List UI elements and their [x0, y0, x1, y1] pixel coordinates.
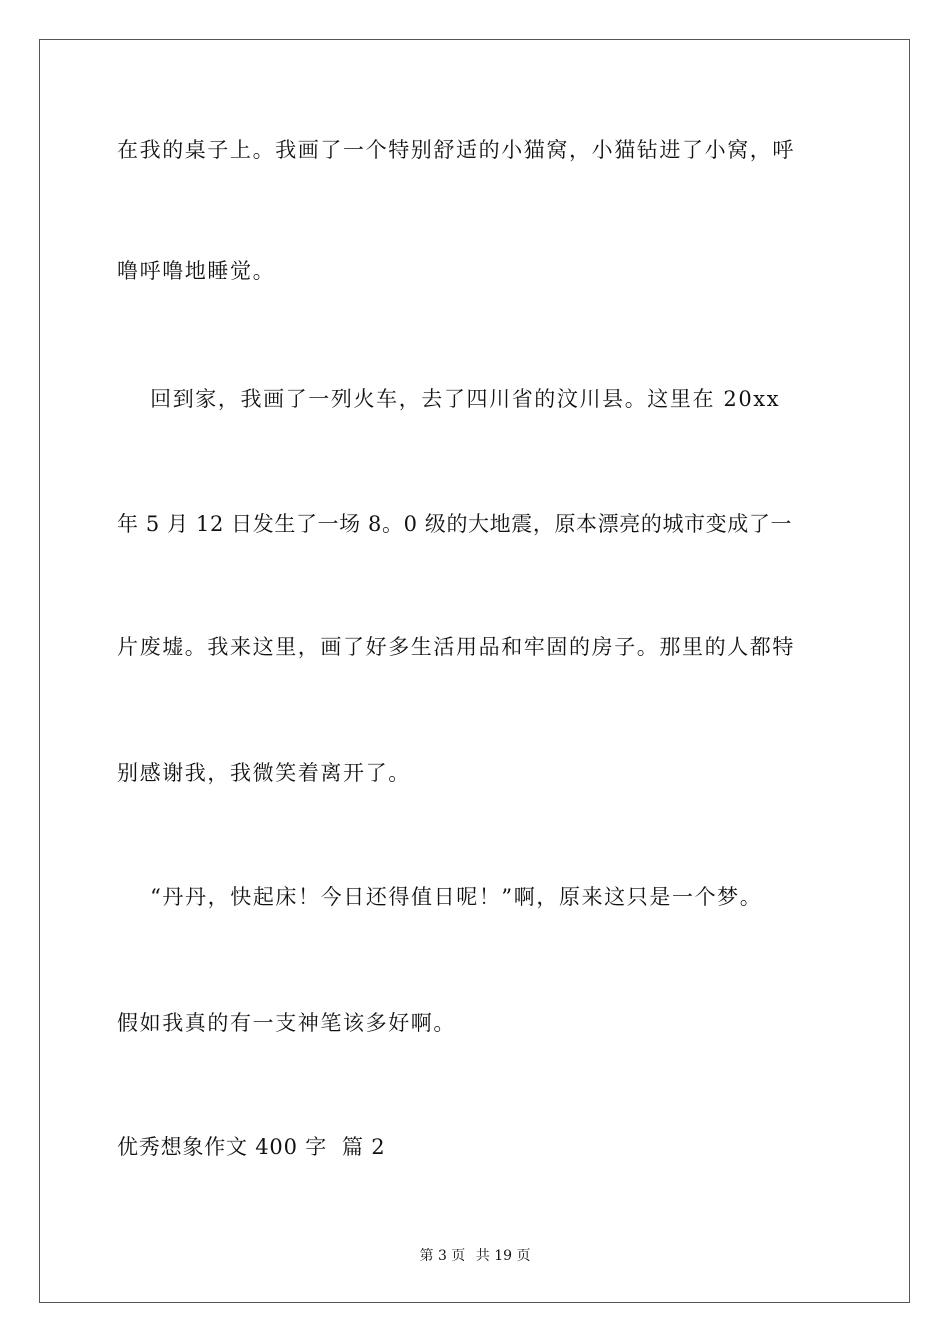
- text-line-3: 回到家，我画了一列火车，去了四川省的汶川县。这里在 20xx: [117, 387, 781, 411]
- page-footer: [0, 1247, 950, 1265]
- text-line-1: 在我的桌子上。我画了一个特别舒适的小猫窝，小猫钻进了小窝，呼: [117, 138, 795, 162]
- text-line-6: 别感谢我，我微笑着离开了。: [117, 761, 411, 785]
- text-line-5: 片废墟。我来这里，画了好多生活用品和牢固的房子。那里的人都特: [117, 635, 795, 659]
- section-heading: 优秀想象作文 400 字 篇 2: [117, 1135, 386, 1159]
- page-total: 共 19 页: [475, 1248, 531, 1264]
- text-line-8: 假如我真的有一支神笔该多好啊。: [117, 1011, 456, 1035]
- page-border: [39, 39, 910, 1303]
- text-line-2: 噜呼噜地睡觉。: [117, 259, 276, 283]
- text-line-7: “丹丹，快起床！今日还得值日呢！”啊，原来这只是一个梦。: [117, 885, 763, 909]
- page-number: 第 3 页: [419, 1248, 466, 1264]
- text-line-4: 年 5 月 12 日发生了一场 8。0 级的大地震，原本漂亮的城市变成了一: [117, 512, 793, 536]
